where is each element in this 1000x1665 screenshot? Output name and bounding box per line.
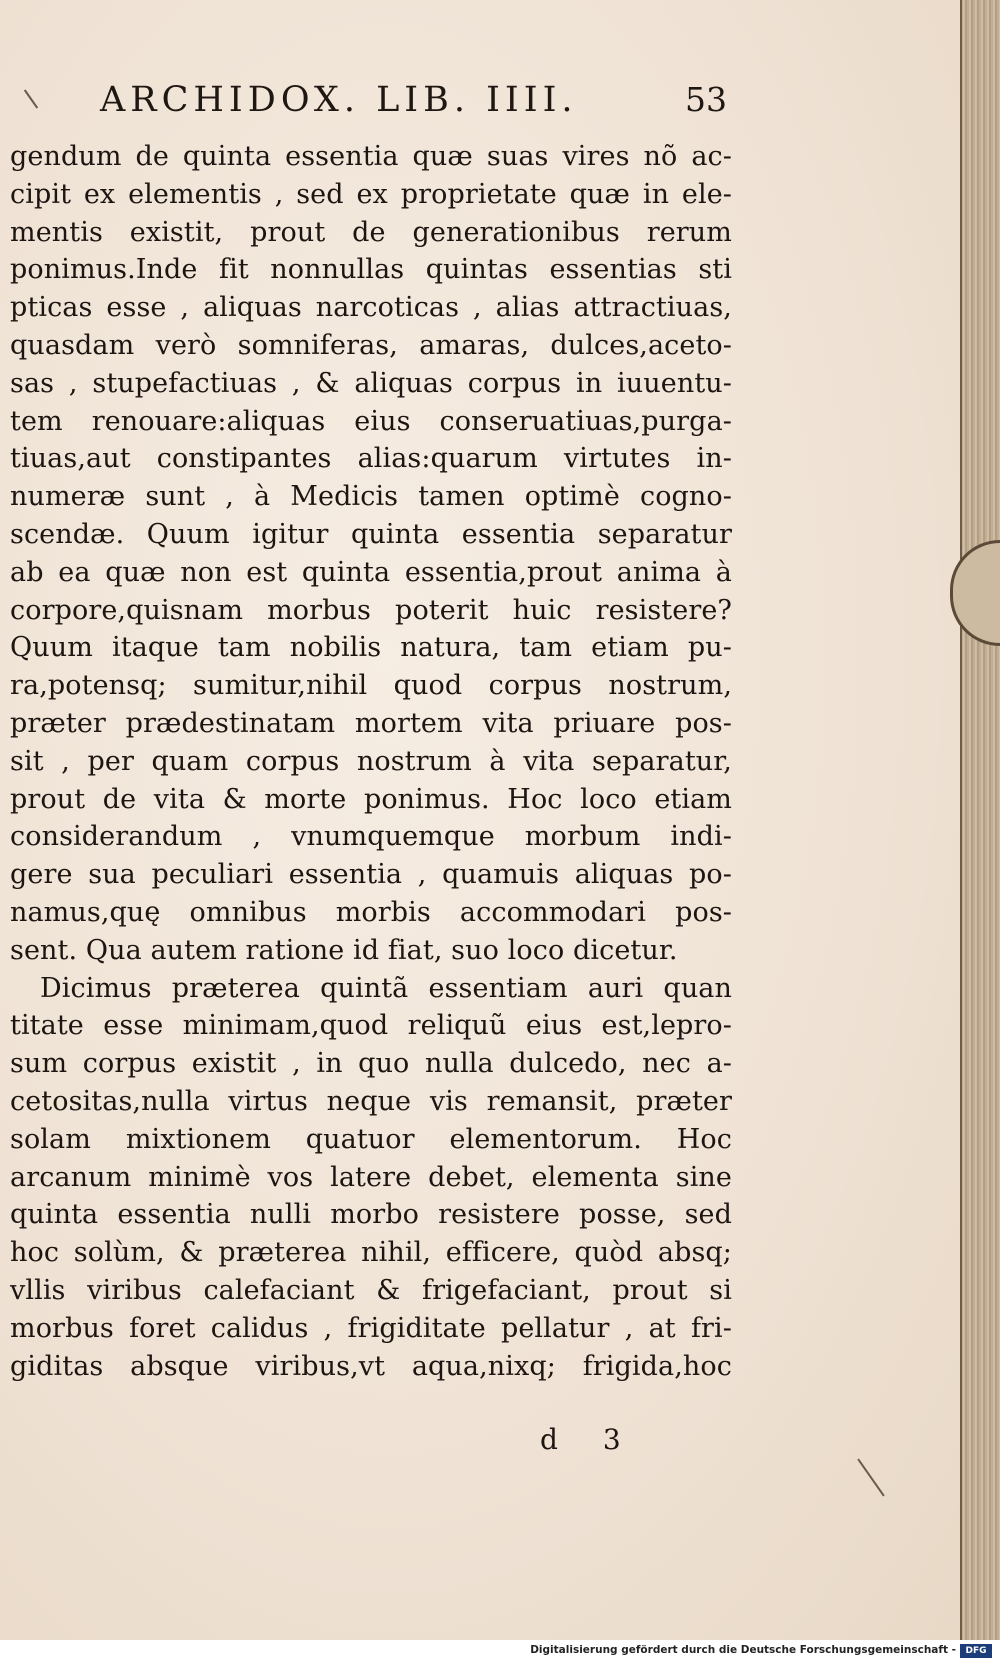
text-line: considerandum , vnumquemque morbum indi- bbox=[10, 821, 732, 853]
body-text bbox=[10, 138, 732, 1385]
text-line: prout de vita & morte ponimus. Hoc loco etiam bbox=[10, 783, 732, 815]
page-number: 53 bbox=[685, 80, 727, 119]
text-line: ab ea quæ non est quinta essentia,prout anima à bbox=[10, 556, 732, 588]
text-line: præter prædestinatam mortem vita priuare pos- bbox=[10, 707, 732, 739]
text-line: cetositas,nulla virtus neque vis remansit, præter bbox=[10, 1085, 732, 1117]
text-line: scendæ. Quum igitur quinta essentia separatur bbox=[10, 518, 732, 550]
running-head: ARCHIDOX. LIB. IIII. bbox=[100, 80, 578, 120]
text-line: sum corpus existit , in quo nulla dulcedo, nec a- bbox=[10, 1048, 732, 1080]
text-line: arcanum minimè vos latere debet, elementa sine bbox=[10, 1161, 732, 1193]
dfg-logo: DFG bbox=[960, 1644, 992, 1658]
text-line: sent. Qua autem ratione id fiat, suo loco dicetur. bbox=[10, 934, 678, 966]
text-line: numeræ sunt , à Medicis tamen optimè cogno- bbox=[10, 481, 732, 513]
text-line: mentis existit, prout de generationibus rerum bbox=[10, 216, 732, 248]
text-line: namus,quę omnibus morbis accommodari pos- bbox=[10, 896, 732, 928]
footer-bar bbox=[0, 1641, 1000, 1665]
text-line: hoc solùm, & præterea nihil, efficere, quòd absq; bbox=[10, 1237, 732, 1269]
text-line: giditas absque viribus,vt aqua,nixq; frigida,hoc bbox=[10, 1350, 732, 1382]
page-edges bbox=[960, 0, 1000, 1640]
footer-credit: Digitalisierung gefördert durch die Deutsche Forschungsgemeinschaft - bbox=[530, 1644, 956, 1656]
text-line: quinta essentia nulli morbo resistere posse, sed bbox=[10, 1199, 732, 1231]
text-line: solam mixtionem quatuor elementorum. Hoc bbox=[10, 1123, 732, 1155]
text-line: gere sua peculiari essentia , quamuis aliquas po- bbox=[10, 859, 732, 891]
text-line: sit , per quam corpus nostrum à vita separatur, bbox=[10, 745, 732, 777]
text-line: corpore,quisnam morbus poterit huic resistere? bbox=[10, 594, 732, 626]
text-line: gendum de quinta essentia quæ suas vires nõ ac- bbox=[10, 141, 732, 172]
text-line: morbus foret calidus , frigiditate pellatur , at fri- bbox=[10, 1312, 732, 1344]
signature-mark: d 3 bbox=[540, 1423, 639, 1456]
text-line: ponimus.Inde fit nonnullas quintas essentias sti bbox=[10, 254, 732, 286]
text-line: quasdam verò somniferas, amaras, dulces,aceto- bbox=[10, 329, 732, 361]
text-line: tiuas,aut constipantes alias:quarum virtutes in- bbox=[10, 443, 732, 475]
text-line: Dicimus præterea quintã essentiam auri quan bbox=[40, 972, 732, 1004]
text-line: sas , stupefactiuas , & aliquas corpus in iuuentu- bbox=[10, 367, 732, 399]
text-line: cipit ex elementis , sed ex proprietate quæ in ele- bbox=[10, 178, 732, 210]
text-line: ra,potensq; sumitur,nihil quod corpus nostrum, bbox=[10, 670, 732, 702]
text-line: vllis viribus calefaciant & frigefaciant, prout si bbox=[10, 1274, 732, 1306]
text-line: pticas esse , aliquas narcoticas , alias attractiuas, bbox=[10, 292, 732, 324]
text-line: tem renouare:aliquas eius conseruatiuas,purga- bbox=[10, 405, 732, 437]
margin-stroke bbox=[24, 89, 38, 108]
text-line: Quum itaque tam nobilis natura, tam etiam pu- bbox=[10, 632, 732, 664]
text-line: titate esse minimam,quod reliquũ eius est,lepro- bbox=[10, 1010, 732, 1042]
margin-stroke bbox=[857, 1458, 884, 1496]
